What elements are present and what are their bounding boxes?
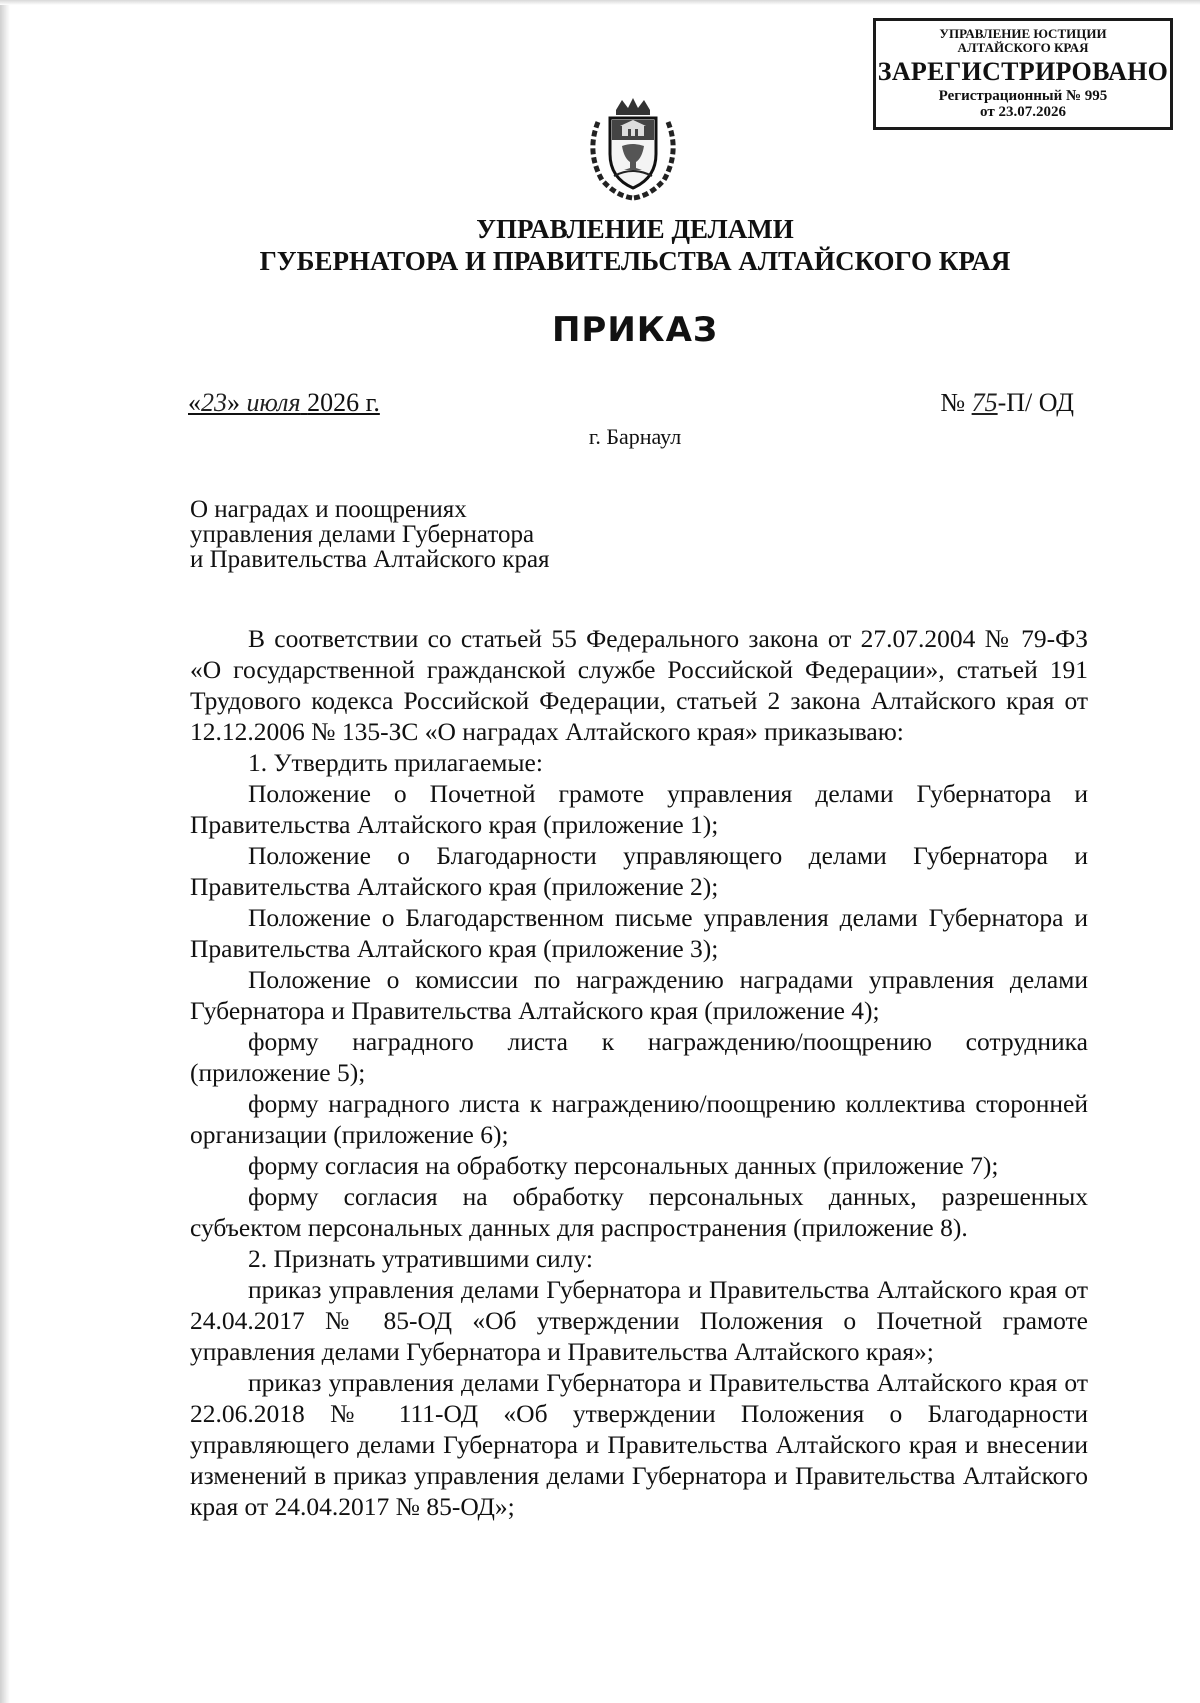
subject-line2: управления делами Губернатора <box>190 521 535 548</box>
order-number <box>940 388 1074 418</box>
item1-list-item: Положение о Благодарности управляющего делами Губернатора и Правительства Алтайского края (приложение 2); <box>190 841 1088 901</box>
item1-title: 1. Утвердить прилагаемые: <box>248 748 543 777</box>
item2-title: 2. Признать утратившими силу: <box>248 1244 593 1273</box>
item1-list-item: Положение о Благодарственном письме управления делами Губернатора и Правительства Алтайского края (приложение 3); <box>190 903 1088 963</box>
date-close-quote: » <box>227 388 240 417</box>
scan-top-shadow <box>0 0 1200 5</box>
item1-list-item: форму наградного листа к награждению/поощрению коллектива сторонней организации (приложение 6); <box>190 1089 1088 1149</box>
organization-title-line1: УПРАВЛЕНИЕ ДЕЛАМИ <box>476 214 794 244</box>
stamp-reg-date: от 23.07.2026 <box>980 104 1066 121</box>
stamp-reg-number: Регистрационный № 995 <box>938 87 1108 104</box>
registration-stamp <box>873 18 1173 130</box>
item1-list-item: форму согласия на обработку персональных данных (приложение 7); <box>248 1151 999 1180</box>
handwritten-number: 75 <box>971 388 998 417</box>
item1-list-item: форму наградного листа к награждению/поощрению сотрудника (приложение 5); <box>190 1027 1088 1087</box>
item1-list-item: Положение о Почетной грамоте управления делами Губернатора и Правительства Алтайского края (приложение 1); <box>190 779 1088 839</box>
subject-line1: О наградах и поощрениях <box>190 496 467 523</box>
document-type-title: ПРИКАЗ <box>551 310 719 350</box>
item1-list-item: Положение о комиссии по награждению наградами управления делами Губернатора и Правительства Алтайского края (приложение 4); <box>190 965 1088 1025</box>
subject-line3: и Правительства Алтайского края <box>190 546 550 573</box>
organization-title-line2: ГУБЕРНАТОРА И ПРАВИТЕЛЬСТВА АЛТАЙСКОГО КРАЯ <box>259 245 1011 276</box>
stamp-status: ЗАРЕГИСТРИРОВАНО <box>877 57 1169 87</box>
stamp-org-line1: УПРАВЛЕНИЕ ЮСТИЦИИ <box>939 26 1107 41</box>
order-subject <box>190 497 710 572</box>
coat-of-arms-emblem <box>578 92 688 202</box>
handwritten-day: 23 <box>201 388 227 417</box>
order-date <box>188 388 380 418</box>
item2-list-item: приказ управления делами Губернатора и Правительства Алтайского края от 24.04.2017 № 85-ОД «Об утверждении Положения о Почетной грамоте управления делами Губернатора и Правительства Алтайского края»; <box>190 1275 1088 1366</box>
item1-list-item: форму согласия на обработку персональных данных, разрешенных субъектом персональных данных для распространения (приложение 8). <box>190 1182 1088 1242</box>
order-body <box>190 623 1088 1522</box>
number-suffix: -П/ ОД <box>997 388 1074 417</box>
item2-list-item: приказ управления делами Губернатора и Правительства Алтайского края от 22.06.2018 № 111-ОД «Об утверждении Положения о Благодарности управляющего делами Губернатора и Правительства Алтайского края и внесении изменений в приказ управления делами Губернатора и Правительства Алтайского края от 24.04.2017 № 85-ОД»; <box>190 1368 1088 1521</box>
preamble-paragraph: В соответствии со статьей 55 Федерального закона от 27.07.2004 № 79-ФЗ «О государственной гражданской службе Российской Федерации», статьей 191 Трудового кодекса Российской Федерации, статьей 2 закона Алтайского края от 12.12.2006 № 135-ЗС «О наградах Алтайского края» приказываю: <box>190 624 1088 746</box>
number-prefix: № <box>940 388 966 417</box>
stamp-org-line2: АЛТАЙСКОГО КРАЯ <box>957 39 1089 55</box>
organization-title <box>0 214 1200 278</box>
date-open-quote: « <box>188 388 201 417</box>
handwritten-month: июля <box>246 388 301 417</box>
date-year: 2026 г. <box>307 388 380 417</box>
issue-city: г. Барнаул <box>588 424 682 449</box>
stamp-org <box>876 27 1170 54</box>
